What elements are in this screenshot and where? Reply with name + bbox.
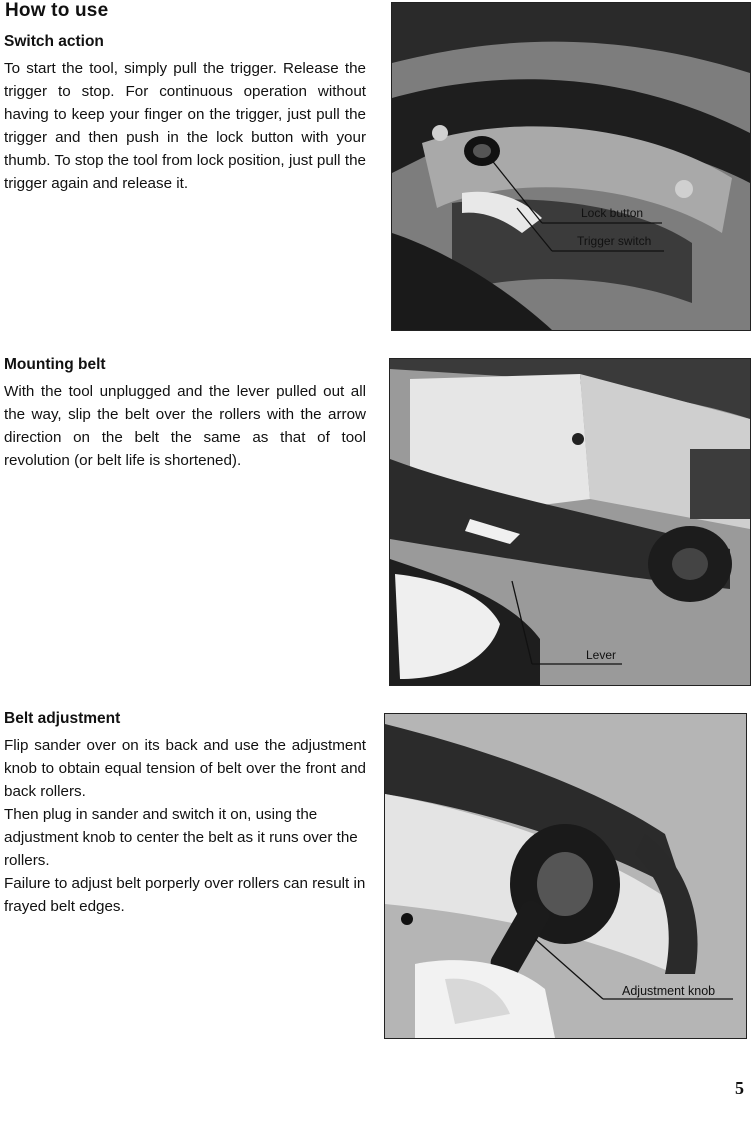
section-body-switch-action: To start the tool, simply pull the trigger. Release the trigger to stop. For continuous operation without having to keep your finger on the trigger, just pull the trigger and then push in the lock button with your thumb. To stop the tool from lock position, just pull the trigger again and release it. [4,60,366,192]
photo-switch-action [391,2,751,331]
section-heading-belt-adjustment: Belt adjustment [4,710,121,727]
section-mounting-belt [4,356,366,472]
section-heading-switch-action: Switch action [4,33,104,50]
section-belt-adjustment [4,710,366,918]
callout-lock-button: Lock button [581,206,644,220]
callout-adjustment-knob: Adjustment knob [622,984,716,998]
section-body-belt-adjustment-3: Failure to adjust belt porperly over rollers can result in frayed belt edges. [4,875,366,915]
callout-trigger-switch: Trigger switch [577,234,652,248]
section-body-belt-adjustment-1: Flip sander over on its back and use the adjustment knob to obtain equal tension of belt over the front and back rollers. [4,737,366,800]
section-body-belt-adjustment-2: Then plug in sander and switch it on, using the adjustment knob to center the belt as it runs over the rollers. [4,806,358,869]
photo-mounting-belt [389,358,751,686]
callout-lever: Lever [586,648,617,662]
section-body-mounting-belt: With the tool unplugged and the lever pulled out all the way, slip the belt over the rollers with the arrow direction on the belt the same as that of tool revolution (or belt life is shortened). [4,383,366,469]
page-title: How to use [5,0,109,21]
section-switch-action [4,33,366,195]
section-heading-mounting-belt: Mounting belt [4,356,106,373]
photo-mounting-belt-illustration [390,359,750,685]
photo-switch-action-illustration [392,3,750,330]
page-number: 5 [735,1078,744,1098]
